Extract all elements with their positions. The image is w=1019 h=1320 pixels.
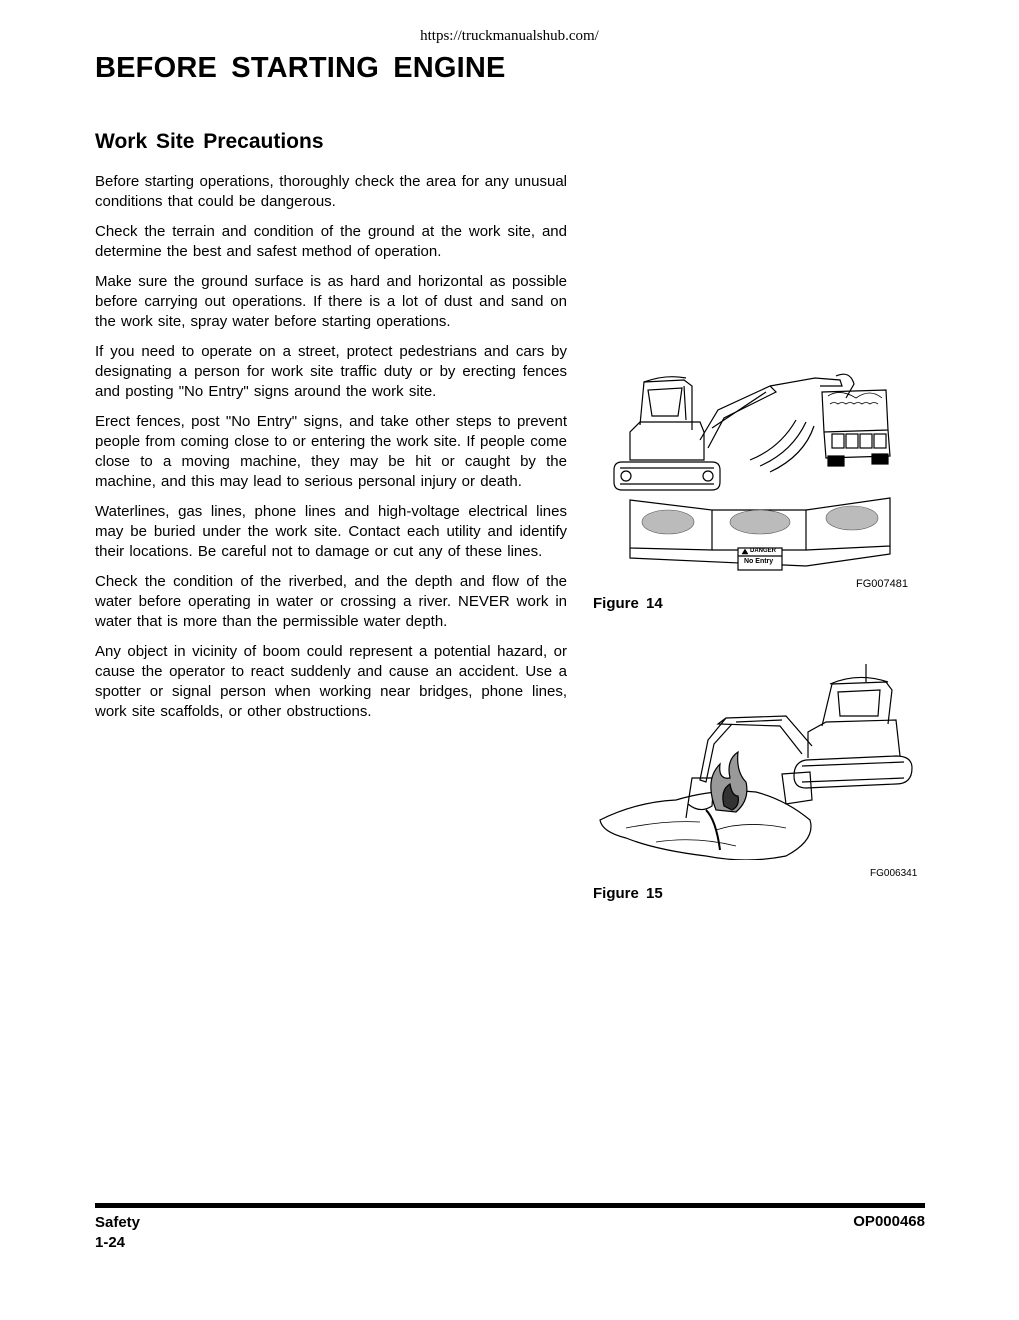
figure-14-caption: Figure 14 xyxy=(593,595,663,612)
figure-15-caption: Figure 15 xyxy=(593,885,663,902)
footer-doc-id: OP000468 xyxy=(853,1213,925,1230)
section-title: Work Site Precautions xyxy=(95,130,324,153)
figure-15-code: FG006341 xyxy=(870,868,918,879)
source-url: https://truckmanualshub.com/ xyxy=(420,28,599,44)
paragraph: Check the condition of the riverbed, and the depth and flow of the water before operating in water or crossing a river. NEVER work in water that is more than the permissible water depth. xyxy=(95,573,567,630)
sign-no-entry-label: No Entry xyxy=(744,558,774,565)
figure-14-code: FG007481 xyxy=(856,578,908,590)
paragraph: Waterlines, gas lines, phone lines and high-voltage electrical lines may be buried under the work site. Contact each utility and identify their locations. Be careful not to damage or cut any of these lines. xyxy=(95,503,567,560)
paragraph: Check the terrain and condition of the ground at the work site, and determine the best and safest method of operation. xyxy=(95,223,567,260)
body-text xyxy=(95,172,567,732)
figure-14-illustration xyxy=(600,370,920,580)
footer-left xyxy=(95,1213,140,1253)
paragraph: Erect fences, post "No Entry" signs, and take other steps to prevent people from coming close to or entering the work site. If people come close to a moving machine, they may be hit or caught by the machine, and this may lead to serious personal injury or death. xyxy=(95,413,567,490)
footer-section: Safety xyxy=(95,1214,141,1231)
paragraph: Any object in vicinity of boom could represent a potential hazard, or cause the operator to react suddenly and cause an accident. Use a spotter or signal person when working near bridges, phone lines, work site scaffolds, or other obstructions. xyxy=(95,643,567,720)
paragraph: Make sure the ground surface is as hard and horizontal as possible before carrying out operations. If there is a lot of dust and sand on the work site, spray water before starting operations. xyxy=(95,273,567,330)
footer-rule xyxy=(95,1203,925,1208)
page-title: BEFORE STARTING ENGINE xyxy=(95,52,506,84)
footer-page-number: 1-24 xyxy=(95,1234,126,1251)
figure-15-illustration xyxy=(596,660,920,860)
sign-danger-label: DANGER xyxy=(750,548,777,554)
paragraph: If you need to operate on a street, protect pedestrians and cars by designating a person for work site traffic duty or by erecting fences and posting "No Entry" signs around the work site. xyxy=(95,343,567,400)
paragraph: Before starting operations, thoroughly check the area for any unusual conditions that could be dangerous. xyxy=(95,173,567,210)
